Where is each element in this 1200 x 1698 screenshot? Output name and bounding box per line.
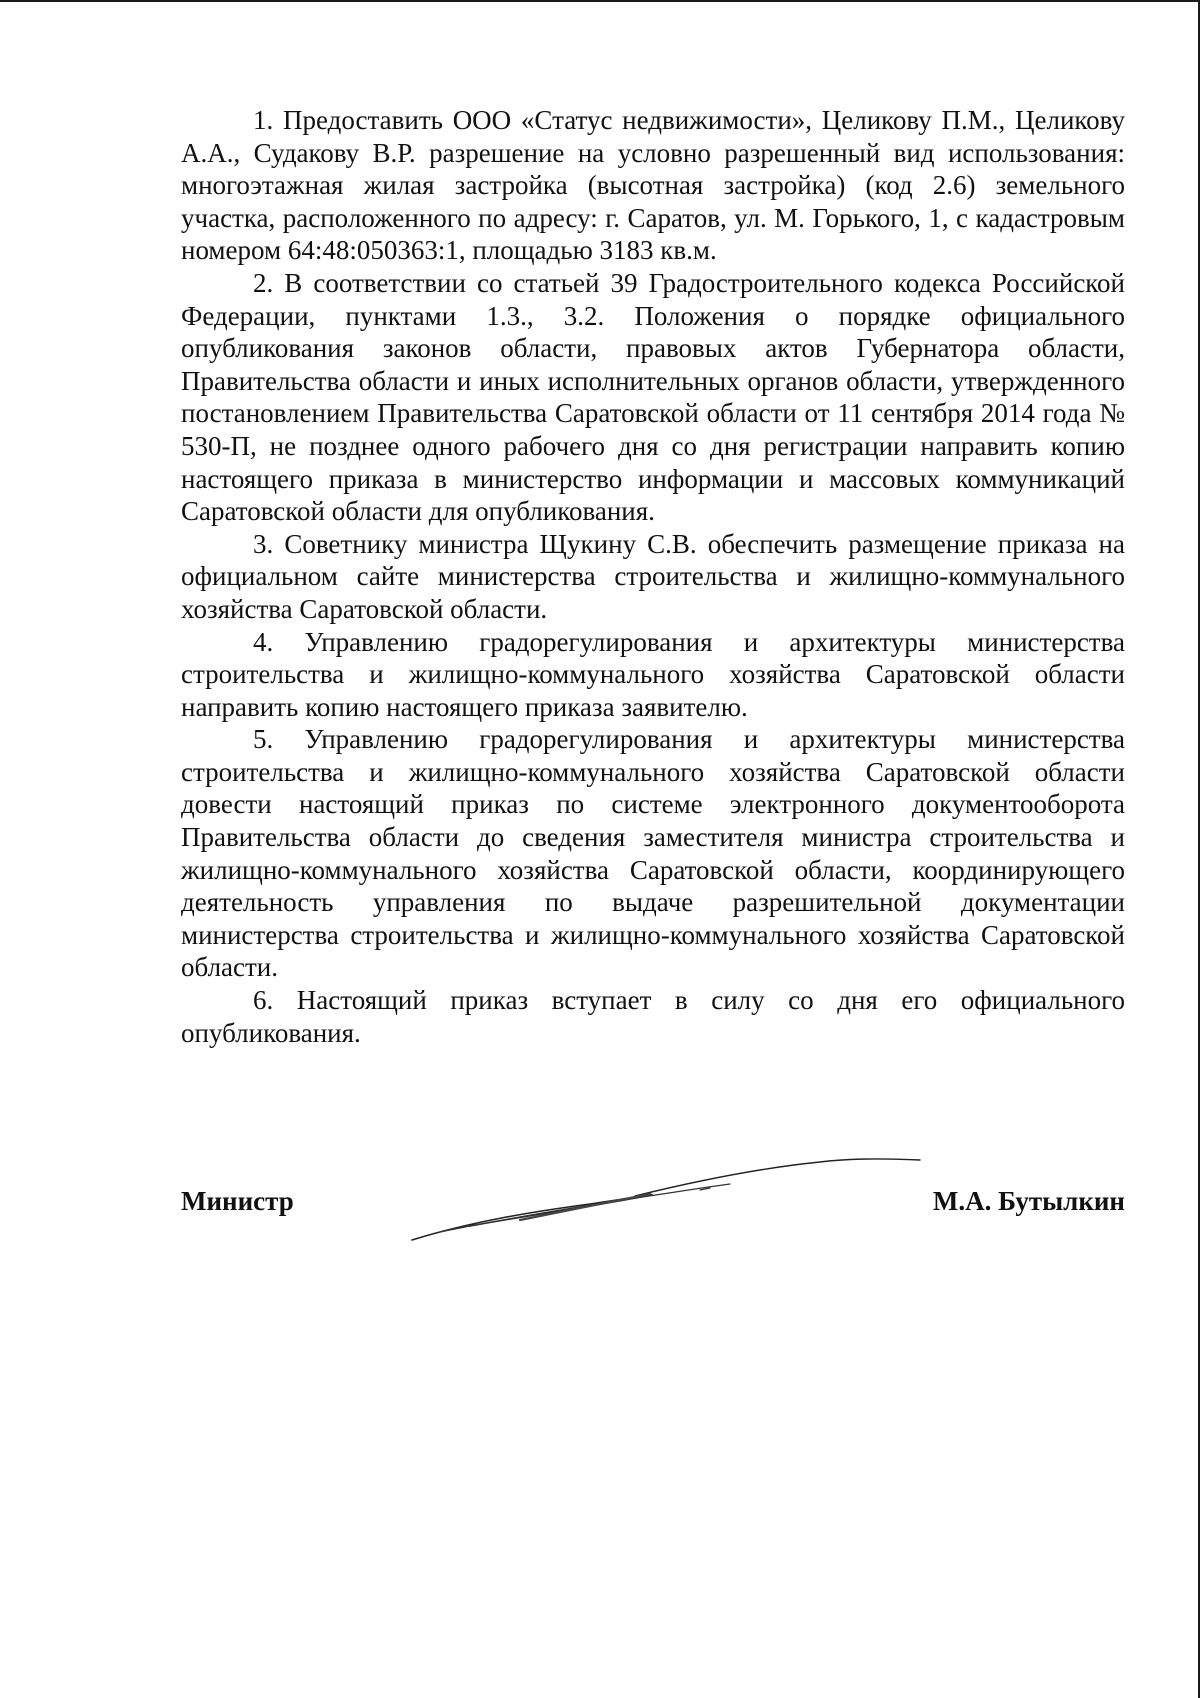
paragraph-2: 2. В соответствии со статьей 39 Градостроительного кодекса Российской Федерации, пунктами 1.3., 3.2. Положения о порядке официального опубликования законов области, правовых актов Губернатора области, Правительства области и иных исполнительных органов области, утвержденного постановлением Правительства Саратовской области от 11 сентября 2014 года № 530-П, не позднее одного рабочего дня со дня регистрации направить копию настоящего приказа в министерство информации и массовых коммуникаций Саратовской области для опубликования. [181, 267, 1125, 527]
paragraph-6: 6. Настоящий приказ вступает в силу со дня его официального опубликования. [181, 985, 1125, 1048]
paragraph-1: 1. Предоставить ООО «Статус недвижимости», Целикову П.М., Целикову А.А., Судакову В.Р. разрешение на условно разрешенный вид использования: многоэтажная жилая застройка (высотная застройка) (код 2.6) земельного участка, расположенного по адресу: г. Саратов, ул. М. Горького, 1, с кадастровым номером 64:48:050363:1, площадью 3183 кв.м. [181, 105, 1125, 266]
paragraph-5: 5. Управлению градорегулирования и архитектуры министерства строительства и жилищно-коммунального хозяйства Саратовской области довести настоящий приказ по системе электронного документооборота Правительства области до сведения заместителя министра строительства и жилищно-коммунального хозяйства Саратовской области, координирующего деятельность управления по выдаче разрешительной документации министерства строительства и жилищно-коммунального хозяйства Саратовской области. [181, 724, 1125, 983]
signatory-name: М.А. Бутылкин [932, 1186, 1125, 1216]
paragraph-3: 3. Советнику министра Щукину С.В. обеспечить размещение приказа на официальном сайте министерства строительства и жилищно-коммунального хозяйства Саратовской области. [181, 528, 1125, 624]
document-body [181, 104, 1125, 1049]
paragraph-4: 4. Управлению градорегулирования и архитектуры министерства строительства и жилищно-коммунального хозяйства Саратовской области направить копию настоящего приказа заявителю. [181, 626, 1125, 722]
signature-block [181, 1186, 1125, 1246]
signatory-title: Министр [181, 1186, 294, 1216]
scan-edge-top [0, 0, 1200, 2]
